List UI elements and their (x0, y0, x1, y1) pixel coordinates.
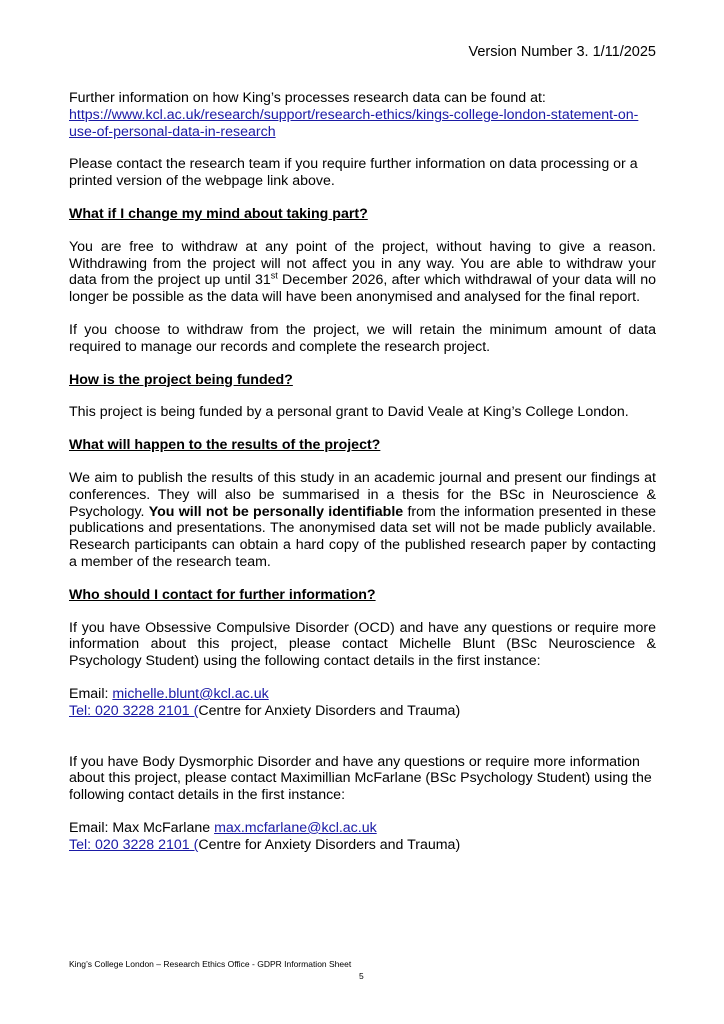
results-heading: What will happen to the results of the project? (69, 437, 381, 454)
document-body (69, 90, 656, 854)
results-paragraph (69, 470, 656, 571)
withdraw-heading: What if I change my mind about taking part? (69, 205, 368, 222)
max-email-link[interactable]: max.mcfarlane@kcl.ac.uk (214, 819, 377, 836)
version-number: Version Number 3. 1/11/2025 (468, 44, 656, 60)
tel-link-1[interactable]: Tel: 020 3228 2101 ( (69, 702, 199, 719)
further-info-paragraph (69, 90, 656, 140)
footer-text: King’s College London – Research Ethics Office - GDPR Information Sheet (69, 959, 352, 969)
contact-research-team-paragraph: Please contact the research team if you require further information on data processing or a printed version of the webpage link above. (69, 156, 638, 190)
withdraw-paragraph-2: If you choose to withdraw from the project, we will retain the minimum amount of data required to manage our records and complete the research project. (69, 321, 656, 355)
contact-heading: Who should I contact for further information? (69, 586, 376, 603)
page-number: 5 (359, 971, 364, 981)
results-text-b: from the information presented in these publications and presentations. The anonymised data set will not be made publicly available. Research participants can obtain a hard copy of the published research paper by contacting a member of the research team. (69, 503, 656, 570)
tel-suffix-2: Centre for Anxiety Disorders and Trauma) (198, 836, 461, 853)
ocd-contact-paragraph: If you have Obsessive Compulsive Disorder (OCD) and have any questions or require more information about this project, please contact Michelle Blunt (BSc Neuroscience & Psychology Student) using the following contact details in the first instance: (69, 619, 656, 670)
email-label-max: Email: Max McFarlane (69, 819, 215, 836)
kcl-data-statement-link[interactable]: https://www.kcl.ac.uk/research/support/research-ethics/kings-college-london-statement-on-use-of-personal-data-in-research (69, 106, 639, 140)
results-text-a: We aim to publish the results of this study in an academic journal and present our findings at conferences. They will also be summarised in a thesis for the BSc in Neuroscience & Psychology. (69, 469, 656, 520)
tel-link-2[interactable]: Tel: 020 3228 2101 ( (69, 836, 199, 853)
email-label: Email: (69, 685, 113, 702)
withdraw-text-b: December 2026, after which withdrawal of your data will no longer be possible as the data will have been anonymised and analysed for the final report. (69, 272, 656, 306)
further-info-text: Further information on how King’s processes research data can be found at: (69, 90, 546, 106)
funding-paragraph: This project is being funded by a personal grant to David Veale at King’s College London. (69, 404, 629, 421)
michelle-email-link[interactable]: michelle.blunt@kcl.ac.uk (112, 685, 269, 702)
results-bold-text: You will not be personally identifiable (148, 503, 404, 520)
ordinal-suffix: st (270, 270, 278, 281)
ocd-contact-details (69, 686, 656, 720)
withdraw-text-a: You are free to withdraw at any point of the project, without having to give a reason. Withdrawing from the project will not affect you in any way. You are able to withdraw your data from the project up until 31 (69, 238, 656, 289)
withdraw-paragraph-1 (69, 239, 656, 306)
bdd-contact-details (69, 820, 656, 854)
tel-suffix-1: Centre for Anxiety Disorders and Trauma) (198, 702, 461, 719)
funding-heading: How is the project being funded? (69, 371, 293, 388)
bdd-contact-paragraph: If you have Body Dysmorphic Disorder and have any questions or require more information about this project, please contact Maximillian McFarlane (BSc Psychology Student) using the following contact details in the first instance: (69, 753, 652, 804)
